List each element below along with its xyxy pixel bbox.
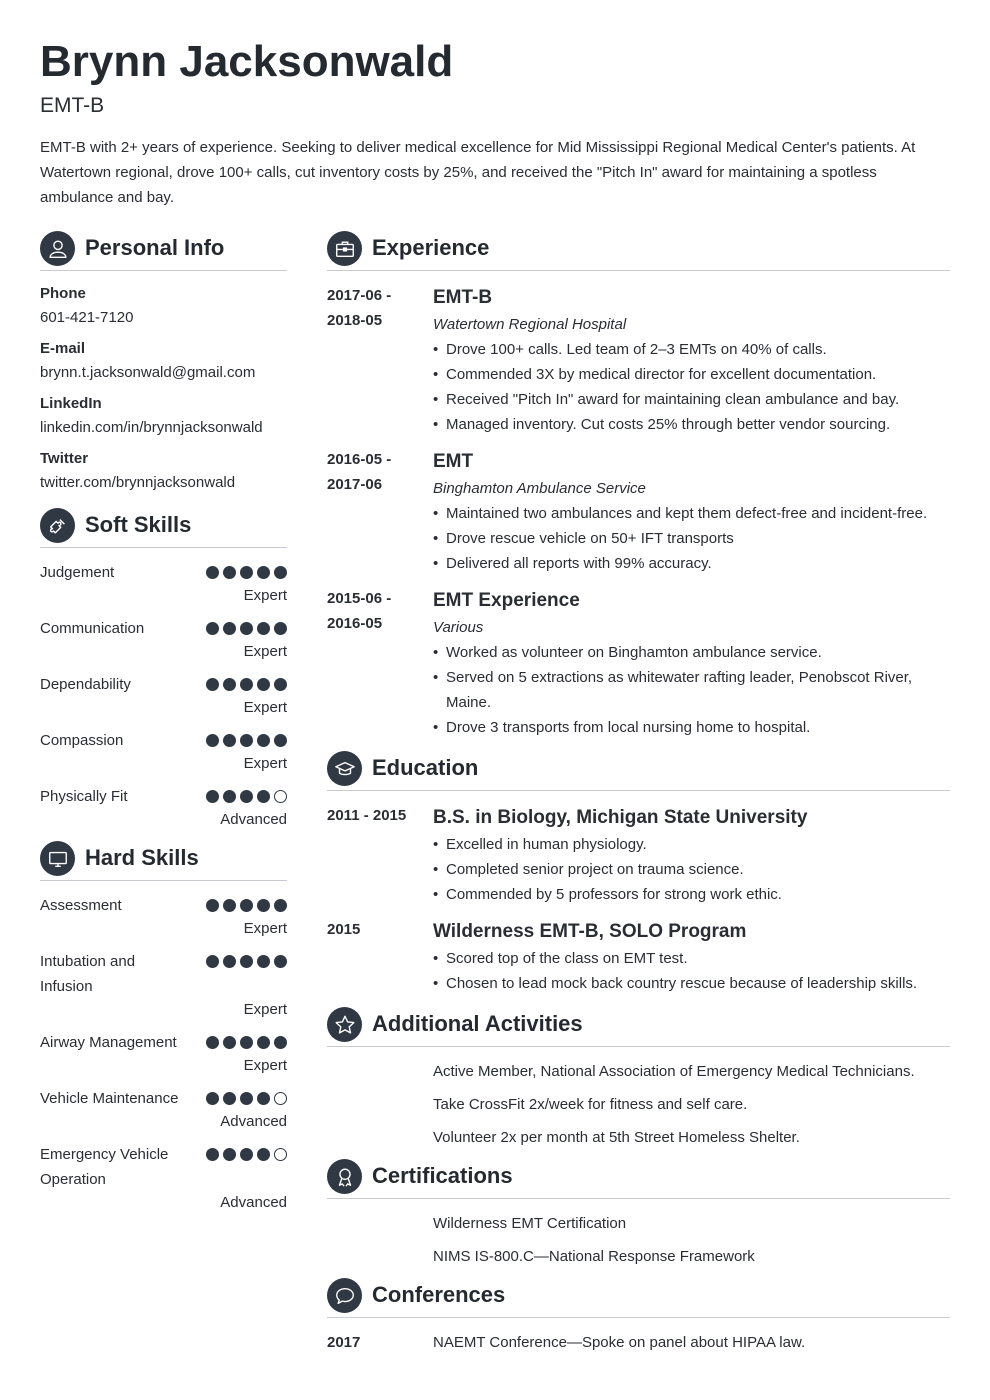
linkedin-value: linkedin.com/in/brynnjacksonwald — [40, 419, 263, 436]
education-entry — [327, 803, 950, 907]
section-title: Conferences — [372, 1282, 506, 1307]
experience-entry — [327, 586, 950, 740]
activities-list — [327, 1059, 950, 1150]
skill-level: Expert — [243, 699, 287, 716]
skill-row — [40, 1142, 287, 1214]
skill-rating — [206, 566, 287, 579]
skill-level: Expert — [243, 1001, 287, 1018]
email-value: brynn.t.jacksonwald@gmail.com — [40, 364, 256, 381]
bullet-item: • Served on 5 extractions as whitewater rafting leader, Penobscot River, Maine. — [433, 665, 950, 715]
rating-dot-filled — [206, 1092, 219, 1105]
skill-row — [40, 893, 287, 940]
entry-body — [433, 586, 950, 740]
monitor-icon — [40, 841, 75, 876]
personal-info-section — [40, 230, 287, 495]
experience-entry — [327, 283, 950, 437]
rating-dot-filled — [206, 734, 219, 747]
rating-dot-filled — [206, 566, 219, 579]
bullet-item: • Commended 3X by medical director for excellent documentation. — [433, 362, 950, 387]
skill-rating — [206, 678, 287, 691]
linkedin-label: LinkedIn — [40, 395, 102, 412]
rating-dot-filled — [223, 790, 236, 803]
entry-organization: Watertown Regional Hospital — [433, 316, 627, 333]
speech-bubble-icon — [327, 1278, 362, 1313]
entry-date: 2011 - 2015 — [327, 807, 407, 824]
entry-title: EMT Experience — [433, 590, 580, 611]
skill-rating — [206, 1148, 287, 1161]
rating-dot-filled — [257, 955, 270, 968]
rating-dot-filled — [206, 790, 219, 803]
section-title: Hard Skills — [85, 845, 199, 870]
certification-item: NIMS IS-800.C—National Response Framework — [433, 1248, 755, 1265]
hard-skills-section — [40, 840, 287, 1214]
soft-skills-section — [40, 507, 287, 831]
conference-date: 2017 — [327, 1334, 361, 1351]
entry-body — [433, 917, 950, 996]
skill-name: Assessment — [40, 897, 122, 914]
award-ribbon-icon — [327, 1159, 362, 1194]
hard-skill-list — [40, 893, 287, 1214]
email-label: E-mail — [40, 340, 86, 357]
rating-dot-empty — [274, 1148, 287, 1161]
experience-list — [327, 283, 950, 740]
entry-organization: Various — [433, 619, 484, 636]
bullet-item: • Worked as volunteer on Binghamton ambulance service. — [433, 640, 950, 665]
rating-dot-filled — [240, 1092, 253, 1105]
skill-level: Expert — [243, 755, 287, 772]
skill-rating — [206, 1036, 287, 1049]
skill-name: Compassion — [40, 732, 124, 749]
skill-row — [40, 672, 287, 719]
experience-section — [327, 230, 950, 740]
bullet-item: • Managed inventory. Cut costs 25% through better vendor sourcing. — [433, 412, 950, 437]
skill-rating — [206, 734, 287, 747]
entry-date: 2015 — [327, 921, 361, 938]
skill-row — [40, 560, 287, 607]
skill-row — [40, 1030, 287, 1077]
activities-header — [327, 1006, 950, 1047]
entry-organization: Binghamton Ambulance Service — [433, 480, 646, 497]
bullet-list — [433, 832, 950, 907]
activity-item: Volunteer 2x per month at 5th Street Homeless Shelter. — [433, 1129, 800, 1146]
skill-rating — [206, 622, 287, 635]
rating-dot-filled — [240, 734, 253, 747]
rating-dot-filled — [274, 955, 287, 968]
rating-dot-filled — [223, 734, 236, 747]
rating-dot-filled — [223, 622, 236, 635]
certifications-list — [327, 1211, 950, 1269]
entry-body — [433, 283, 950, 437]
bullet-item: • Scored top of the class on EMT test. — [433, 946, 950, 971]
section-title: Certifications — [372, 1163, 513, 1188]
certifications-section — [327, 1158, 950, 1269]
rating-dot-filled — [206, 1036, 219, 1049]
rating-dot-filled — [206, 1148, 219, 1161]
rating-dot-filled — [240, 678, 253, 691]
rating-dot-filled — [206, 678, 219, 691]
bullet-item: • Received "Pitch In" award for maintaining clean ambulance and bay. — [433, 387, 950, 412]
conference-entry — [327, 1330, 950, 1355]
skill-level: Advanced — [220, 1194, 287, 1211]
rating-dot-filled — [240, 955, 253, 968]
education-entry — [327, 917, 950, 996]
certification-item: Wilderness EMT Certification — [433, 1215, 627, 1232]
candidate-name: Brynn Jacksonwald — [40, 37, 454, 86]
rating-dot-filled — [257, 899, 270, 912]
bullet-list — [433, 501, 950, 576]
rating-dot-filled — [257, 1148, 270, 1161]
rating-dot-filled — [223, 566, 236, 579]
skill-row — [40, 1086, 287, 1133]
bullet-item: • Delivered all reports with 99% accuracy. — [433, 551, 950, 576]
certifications-header — [327, 1158, 950, 1199]
hard-skills-header — [40, 840, 287, 881]
skill-name: Vehicle Maintenance — [40, 1090, 179, 1107]
rating-dot-filled — [257, 734, 270, 747]
skill-name: Intubation and Infusion — [40, 953, 136, 995]
rating-dot-filled — [240, 566, 253, 579]
skill-row — [40, 616, 287, 663]
rating-dot-filled — [257, 678, 270, 691]
entry-body — [433, 803, 950, 907]
bullet-list — [433, 640, 950, 740]
activity-item: Active Member, National Association of Emergency Medical Technicians. — [433, 1063, 915, 1080]
experience-entry — [327, 447, 950, 576]
conference-text: NAEMT Conference—Spoke on panel about HIPAA law. — [433, 1334, 806, 1351]
skill-name: Airway Management — [40, 1034, 177, 1051]
bullet-list — [433, 337, 950, 437]
rating-dot-filled — [257, 622, 270, 635]
rating-dot-filled — [240, 899, 253, 912]
rating-dot-filled — [223, 1036, 236, 1049]
rating-dot-filled — [257, 1092, 270, 1105]
soft-skills-header — [40, 507, 287, 548]
rating-dot-empty — [274, 790, 287, 803]
twitter-label: Twitter — [40, 450, 89, 467]
rating-dot-filled — [223, 1148, 236, 1161]
education-section — [327, 750, 950, 996]
skill-row — [40, 728, 287, 775]
section-title: Personal Info — [85, 235, 225, 260]
skill-level: Advanced — [220, 811, 287, 828]
bullet-list — [433, 946, 950, 996]
skill-rating — [206, 790, 287, 803]
phone-value: 601-421-7120 — [40, 309, 134, 326]
rating-dot-filled — [274, 734, 287, 747]
job-title: EMT-B — [40, 94, 105, 117]
skill-rating — [206, 955, 287, 968]
right-column — [327, 230, 950, 1365]
rating-dot-filled — [240, 1036, 253, 1049]
skill-name: Communication — [40, 620, 145, 637]
rating-dot-filled — [274, 1036, 287, 1049]
section-title: Additional Activities — [372, 1011, 583, 1036]
rating-dot-filled — [206, 955, 219, 968]
section-title: Experience — [372, 235, 490, 260]
rating-dot-filled — [223, 955, 236, 968]
activities-section — [327, 1006, 950, 1150]
entry-title: EMT-B — [433, 287, 493, 308]
conferences-section — [327, 1277, 950, 1355]
left-column — [40, 230, 287, 1223]
skill-level: Expert — [243, 587, 287, 604]
bullet-item: • Commended by 5 professors for strong work ethic. — [433, 882, 950, 907]
skill-rating — [206, 899, 287, 912]
person-icon — [40, 231, 75, 266]
skill-row — [40, 949, 287, 1021]
rating-dot-filled — [223, 899, 236, 912]
graduation-cap-icon — [327, 751, 362, 786]
bullet-item: • Maintained two ambulances and kept them defect-free and incident-free. — [433, 501, 950, 526]
rating-dot-filled — [257, 566, 270, 579]
skill-level: Advanced — [220, 1113, 287, 1130]
rating-dot-filled — [274, 678, 287, 691]
experience-header — [327, 230, 950, 271]
rating-dot-filled — [240, 1148, 253, 1161]
rating-dot-filled — [240, 622, 253, 635]
skill-name: Physically Fit — [40, 788, 128, 805]
entry-title: EMT — [433, 451, 474, 472]
summary: EMT-B with 2+ years of experience. Seeking to deliver medical excellence for Mid Mississippi Regional Medical Center's patients. At Watertown regional, drove 100+ calls, cut inventory costs by 25%, and received the "Pitch In" award for maintaining a spotless ambulance and bay. — [40, 139, 916, 206]
skill-level: Expert — [243, 643, 287, 660]
rating-dot-filled — [240, 790, 253, 803]
section-title: Soft Skills — [85, 512, 192, 537]
bullet-item: • Excelled in human physiology. — [433, 832, 950, 857]
entry-title: B.S. in Biology, Michigan State University — [433, 807, 808, 828]
bullet-item: • Drove 3 transports from local nursing home to hospital. — [433, 715, 950, 740]
twitter-value: twitter.com/brynnjacksonwald — [40, 474, 236, 491]
personal-info-header — [40, 230, 287, 271]
rating-dot-filled — [257, 790, 270, 803]
education-header — [327, 750, 950, 791]
rating-dot-filled — [274, 622, 287, 635]
skill-name: Emergency Vehicle Operation — [40, 1146, 169, 1188]
rating-dot-filled — [274, 566, 287, 579]
entry-title: Wilderness EMT-B, SOLO Program — [433, 921, 747, 942]
phone-label: Phone — [40, 285, 86, 302]
entry-date: 2017-06 - 2018-05 — [327, 287, 392, 329]
rating-dot-filled — [257, 1036, 270, 1049]
skill-level: Expert — [243, 1057, 287, 1074]
skill-rating — [206, 1092, 287, 1105]
skill-name: Judgement — [40, 564, 115, 581]
entry-body — [433, 447, 950, 576]
entry-date: 2015-06 - 2016-05 — [327, 590, 392, 632]
soft-skill-list — [40, 560, 287, 831]
activity-item: Take CrossFit 2x/week for fitness and self care. — [433, 1096, 748, 1113]
bullet-item: • Drove 100+ calls. Led team of 2–3 EMTs on 40% of calls. — [433, 337, 950, 362]
bullet-item: • Chosen to lead mock back country rescue because of leadership skills. — [433, 971, 950, 996]
rating-dot-filled — [206, 622, 219, 635]
skill-row — [40, 784, 287, 831]
education-list — [327, 803, 950, 996]
conferences-header — [327, 1277, 950, 1318]
skill-name: Dependability — [40, 676, 131, 693]
bullet-item: • Completed senior project on trauma science. — [433, 857, 950, 882]
puzzle-icon — [40, 508, 75, 543]
entry-date: 2016-05 - 2017-06 — [327, 451, 392, 493]
star-icon — [327, 1007, 362, 1042]
rating-dot-filled — [223, 678, 236, 691]
rating-dot-filled — [206, 899, 219, 912]
rating-dot-filled — [274, 899, 287, 912]
rating-dot-empty — [274, 1092, 287, 1105]
skill-level: Expert — [243, 920, 287, 937]
briefcase-icon — [327, 231, 362, 266]
section-title: Education — [372, 755, 479, 780]
bullet-item: • Drove rescue vehicle on 50+ IFT transports — [433, 526, 950, 551]
rating-dot-filled — [223, 1092, 236, 1105]
